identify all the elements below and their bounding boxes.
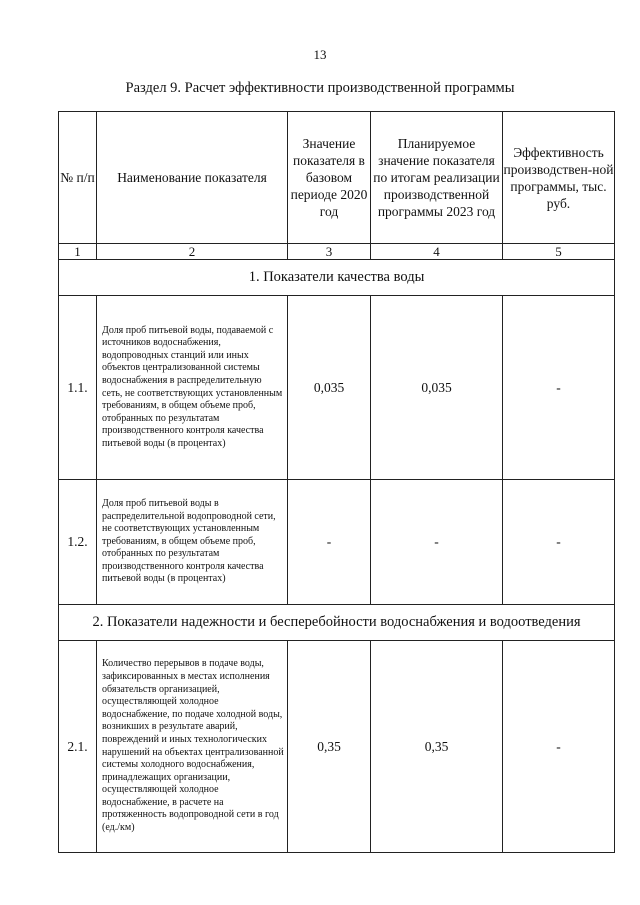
row-number: 1.1. [59,296,97,480]
planned-value: 0,035 [371,296,503,480]
row-number: 2.1. [59,641,97,853]
efficiency-value: - [503,641,615,853]
section-title: Раздел 9. Расчет эффективности производственной программы [125,80,515,96]
header-number: № п/п [59,112,97,244]
indicator-name: Количество перерывов в подаче воды, зафиксированных в местах исполнения обязательств организацией, осуществляющей холодное водоснабжение, по подаче холодной воды, возникших в результате аварий, повреждений и иных технологических нарушений на объектах централизованной системы холодного водоснабжения, принадлежащих организации, осуществляющей холодное водоснабжение, в расчете на протяженность водопроводной сети в год (ед./км) [97,641,288,853]
indicator-name: Доля проб питьевой воды в распределительной водопроводной сети, не соответствующих установленным требованиям, в общем объеме проб, отобранных по результатам производственного контроля качества питьевой воды (в процентах) [97,480,288,605]
column-number: 1 [59,244,97,260]
efficiency-table [58,111,615,853]
planned-value: 0,35 [371,641,503,853]
column-number: 5 [503,244,615,260]
header-efficiency: Эффективность производствен-ной программы, тыс. руб. [503,112,615,244]
column-numbers-row [59,244,615,260]
column-number: 2 [97,244,288,260]
group-title: 1. Показатели качества воды [59,260,615,296]
efficiency-value: - [503,296,615,480]
header-base-value: Значение показателя в базовом периоде 2020 год [288,112,371,244]
indicator-name: Доля проб питьевой воды, подаваемой с источников водоснабжения, водопроводных станций или иных объектов централизованной системы водоснабжения в распределительную сеть, не соответствующих установленным требованиям, в общем объеме проб, отобранных по результатам производственного контроля качества питьевой воды (в процентах) [97,296,288,480]
header-name: Наименование показателя [97,112,288,244]
efficiency-value: - [503,480,615,605]
page-number: 13 [313,47,327,62]
header-row [59,112,615,244]
base-value: - [288,480,371,605]
group-header-row [59,605,615,641]
table-row [59,296,615,480]
base-value: 0,35 [288,641,371,853]
table-row [59,480,615,605]
planned-value: - [371,480,503,605]
table-row [59,641,615,853]
header-planned-value: Планируемое значение показателя по итогам реализации производственной программы 2023 год [371,112,503,244]
column-number: 3 [288,244,371,260]
base-value: 0,035 [288,296,371,480]
group-header-row [59,260,615,296]
row-number: 1.2. [59,480,97,605]
group-title: 2. Показатели надежности и бесперебойности водоснабжения и водоотведения [59,605,615,641]
column-number: 4 [371,244,503,260]
